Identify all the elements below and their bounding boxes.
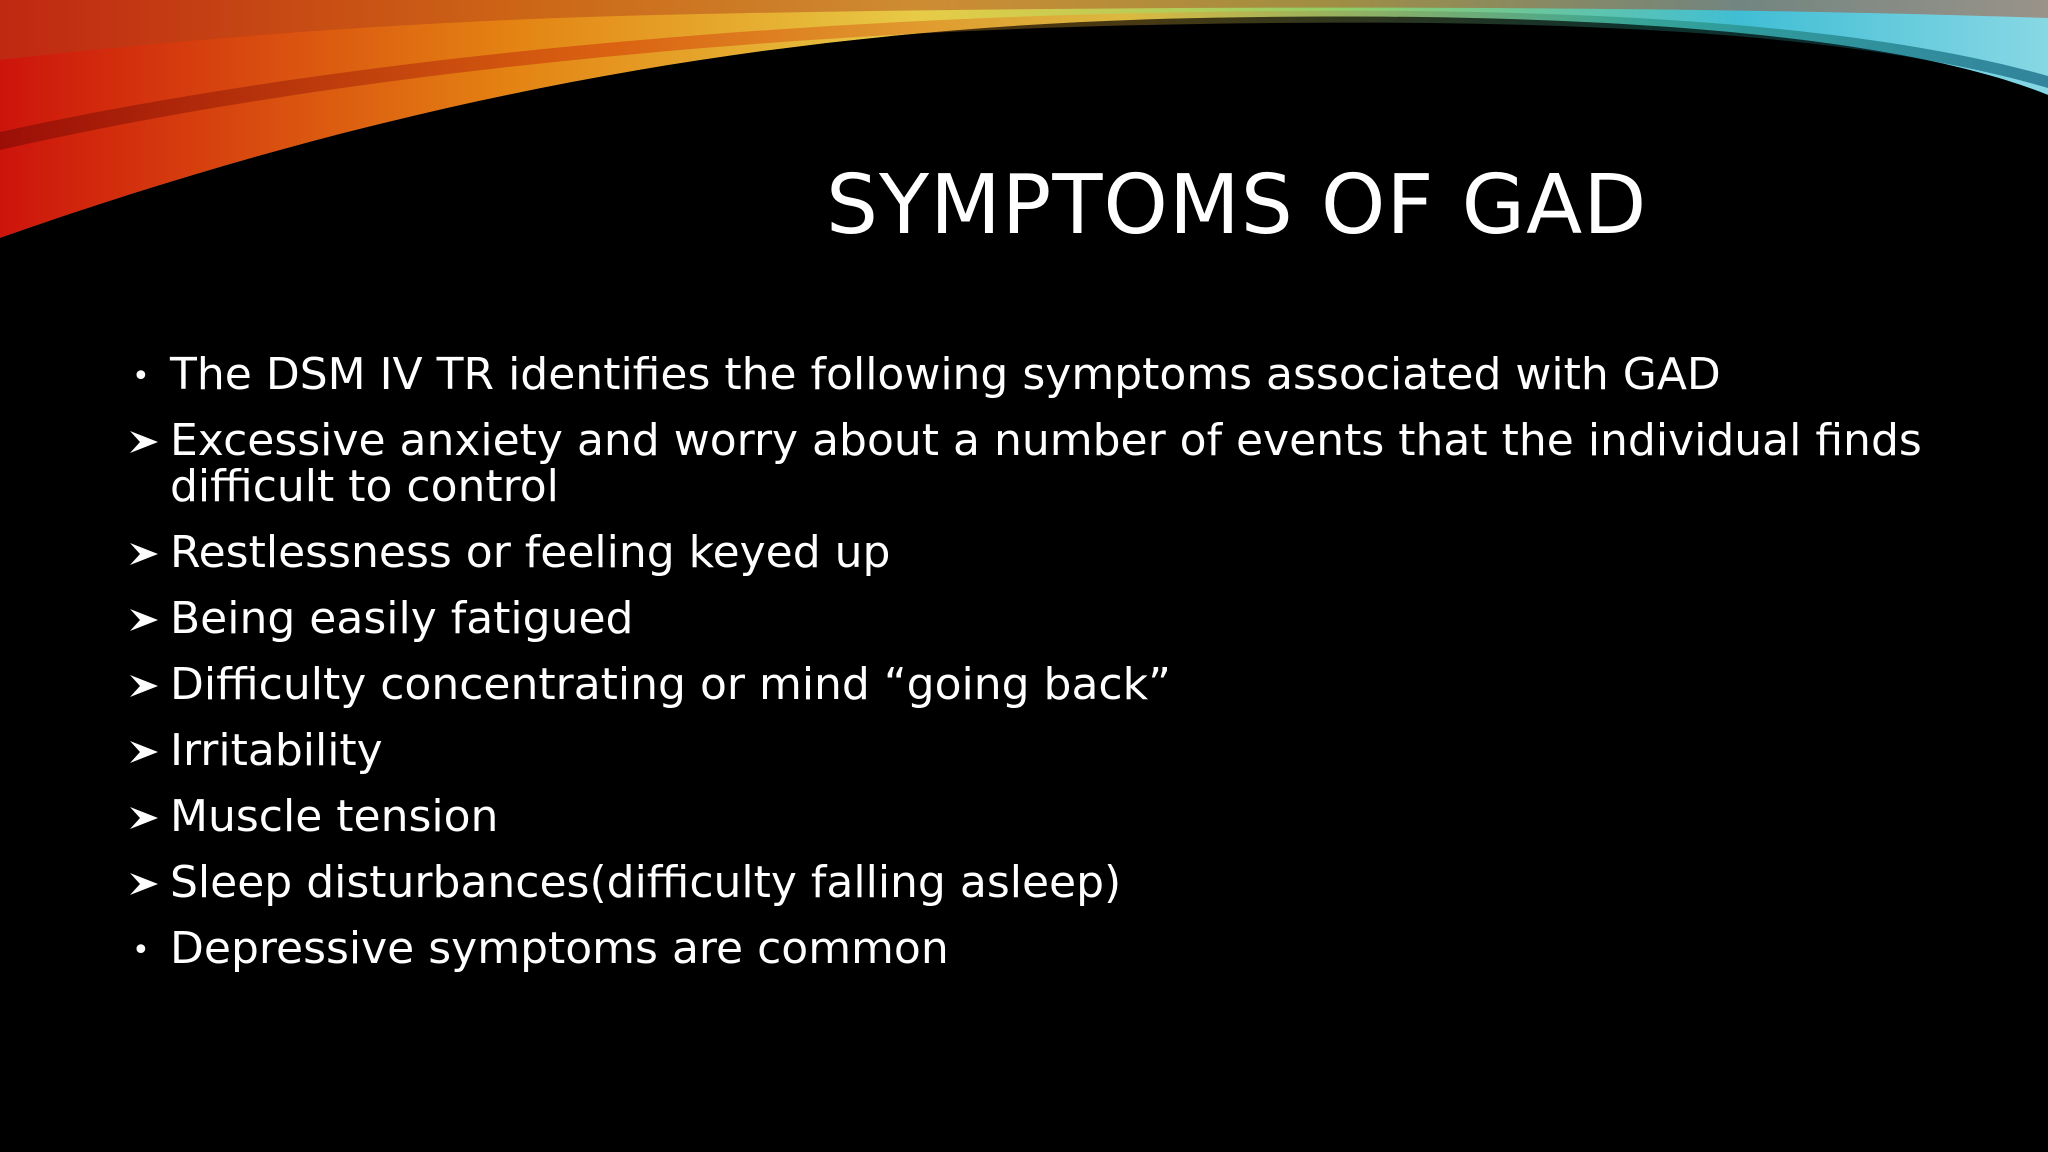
list-item-text: Depressive symptoms are common	[170, 923, 949, 974]
list-item	[128, 415, 1948, 512]
list-item-text: Being easily fatigued	[170, 593, 634, 644]
list-item	[128, 857, 1948, 908]
list-item-text: The DSM IV TR identifies the following symptoms associated with GAD	[170, 349, 1721, 400]
bullet-marker: •	[132, 933, 150, 968]
list-item	[128, 923, 1948, 974]
list-item	[128, 593, 1948, 644]
list-item	[128, 349, 1948, 400]
list-item	[128, 791, 1948, 842]
list-item-text: Muscle tension	[170, 791, 499, 842]
list-item-text: Excessive anxiety and worry about a number of events that the individual finds difficult to control	[170, 415, 1922, 512]
arrow-bullet-icon	[128, 794, 164, 840]
slide-title: SYMPTOMS OF GAD	[826, 158, 1648, 253]
bullet-marker: •	[132, 359, 150, 394]
arrow-bullet-icon	[128, 596, 164, 642]
list-item-text: Sleep disturbances(difficulty falling asleep)	[170, 857, 1122, 908]
list-item-text: Irritability	[170, 725, 383, 776]
list-item-text: Restlessness or feeling keyed up	[170, 527, 891, 578]
list-item	[128, 527, 1948, 578]
list-item	[128, 659, 1948, 710]
arrow-bullet-icon	[128, 418, 164, 464]
bullet-list	[128, 349, 1948, 992]
list-item	[128, 725, 1948, 776]
arrow-bullet-icon	[128, 860, 164, 906]
list-item-text: Difficulty concentrating or mind “going back”	[170, 659, 1171, 710]
arrow-bullet-icon	[128, 530, 164, 576]
arrow-bullet-icon	[128, 662, 164, 708]
decorative-swoosh	[0, 0, 2048, 300]
arrow-bullet-icon	[128, 728, 164, 774]
